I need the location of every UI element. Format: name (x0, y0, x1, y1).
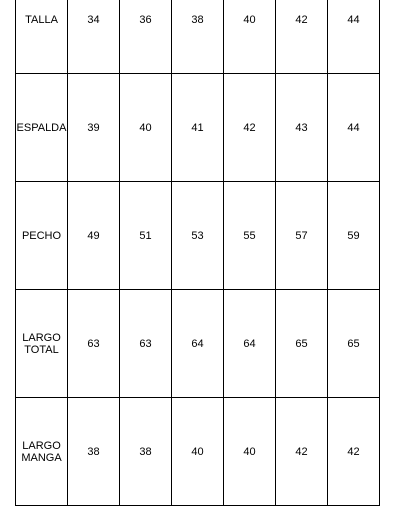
table-row (16, 182, 380, 290)
row-label-text-line-2: TOTAL (24, 343, 59, 356)
table-cell: 42 (328, 398, 380, 506)
row-label-largo-manga (16, 398, 68, 506)
row-label-text-line-2: MANGA (21, 451, 62, 464)
table-cell: 40 (120, 74, 172, 182)
table-cell: 49 (68, 182, 120, 290)
table-cell: 63 (68, 290, 120, 398)
table-row (16, 0, 380, 74)
table-cell: 64 (224, 290, 276, 398)
table-cell: 38 (120, 398, 172, 506)
table-cell: 42 (276, 0, 328, 74)
table-cell: 55 (224, 182, 276, 290)
row-label-text-line-1: LARGO (22, 439, 61, 452)
table-cell: 65 (276, 290, 328, 398)
row-label-largo-total (16, 290, 68, 398)
table-row (16, 398, 380, 506)
table-cell: 40 (224, 0, 276, 74)
table-cell: 41 (172, 74, 224, 182)
row-label-pecho (16, 182, 68, 290)
table-cell: 42 (276, 398, 328, 506)
table-cell: 42 (224, 74, 276, 182)
row-label-text: PECHO (21, 229, 62, 242)
table-cell: 34 (68, 0, 120, 74)
table-cell: 38 (68, 398, 120, 506)
size-chart-body (16, 0, 380, 506)
row-label-text: TALLA (25, 13, 58, 26)
row-label-text-line-1: LARGO (22, 331, 61, 344)
table-cell: 38 (172, 0, 224, 74)
size-chart-table (15, 0, 380, 506)
table-cell: 57 (276, 182, 328, 290)
table-cell: 39 (68, 74, 120, 182)
table-cell: 43 (276, 74, 328, 182)
table-cell: 51 (120, 182, 172, 290)
row-label-espalda (16, 74, 68, 182)
row-label-talla (16, 0, 68, 74)
table-cell: 44 (328, 74, 380, 182)
table-cell: 63 (120, 290, 172, 398)
table-row (16, 290, 380, 398)
table-cell: 44 (328, 0, 380, 74)
table-row (16, 74, 380, 182)
table-cell: 40 (172, 398, 224, 506)
table-cell: 36 (120, 0, 172, 74)
table-cell: 53 (172, 182, 224, 290)
table-cell: 40 (224, 398, 276, 506)
table-cell: 64 (172, 290, 224, 398)
table-cell: 65 (328, 290, 380, 398)
table-cell: 59 (328, 182, 380, 290)
row-label-text: ESPALDA (16, 121, 67, 134)
